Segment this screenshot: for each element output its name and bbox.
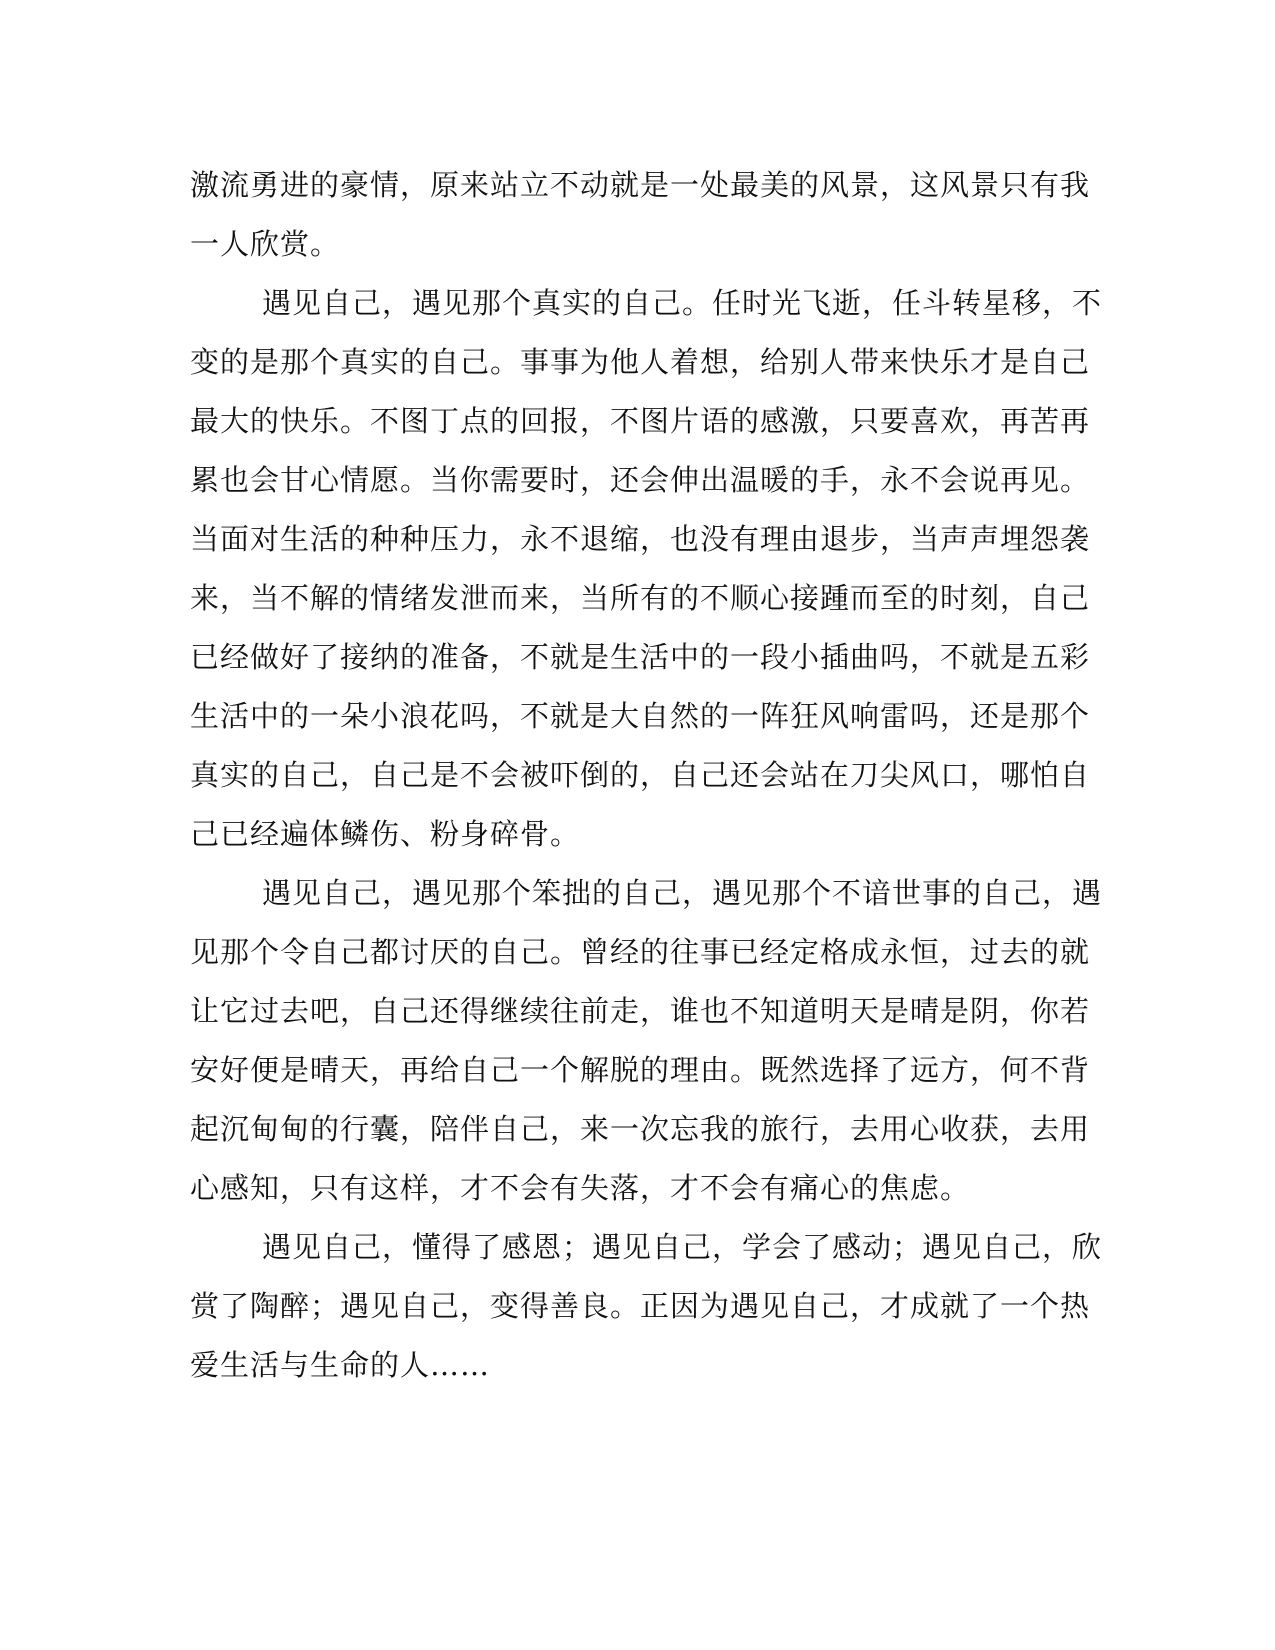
paragraph-start-line: 遇见自己，遇见那个笨拙的自己，遇见那个不谙世事的自己，遇 <box>262 876 1103 910</box>
text-line: 激流勇进的豪情，原来站立不动就是一处最美的风景，这风景只有我 <box>190 168 1091 202</box>
text-line: 安好便是晴天，再给自己一个解脱的理由。既然选择了远方，何不背 <box>190 1053 1091 1087</box>
text-line: 最大的快乐。不图丁点的回报，不图片语的感激，只要喜欢，再苦再 <box>190 404 1091 438</box>
text-line: 己已经遍体鳞伤、粉身碎骨。 <box>190 817 581 851</box>
text-line: 让它过去吧，自己还得继续往前走，谁也不知道明天是晴是阴，你若 <box>190 994 1091 1028</box>
text-line: 已经做好了接纳的准备，不就是生活中的一段小插曲吗，不就是五彩 <box>190 640 1091 674</box>
text-line: 累也会甘心情愿。当你需要时，还会伸出温暖的手，永不会说再见。 <box>190 463 1091 497</box>
text-line: 生活中的一朵小浪花吗，不就是大自然的一阵狂风响雷吗，还是那个 <box>190 699 1091 733</box>
text-line: 见那个令自己都讨厌的自己。曾经的往事已经定格成永恒，过去的就 <box>190 935 1091 969</box>
text-line: 真实的自己，自己是不会被吓倒的，自己还会站在刀尖风口，哪怕自 <box>190 758 1091 792</box>
text-line: 当面对生活的种种压力，永不退缩，也没有理由退步，当声声埋怨袭 <box>190 522 1091 556</box>
paragraph-start-line: 遇见自己，懂得了感恩；遇见自己，学会了感动；遇见自己，欣 <box>262 1230 1103 1264</box>
essay-body <box>190 156 1103 1395</box>
text-line: 爱生活与生命的人…… <box>190 1348 491 1382</box>
text-line: 一人欣赏。 <box>190 227 341 261</box>
text-line: 来，当不解的情绪发泄而来，当所有的不顺心接踵而至的时刻，自己 <box>190 581 1091 615</box>
text-line: 起沉甸甸的行囊，陪伴自己，来一次忘我的旅行，去用心收获，去用 <box>190 1112 1091 1146</box>
text-line: 心感知，只有这样，才不会有失落，才不会有痛心的焦虑。 <box>190 1171 971 1205</box>
paragraph-start-line: 遇见自己，遇见那个真实的自己。任时光飞逝，任斗转星移，不 <box>262 286 1103 320</box>
text-line: 变的是那个真实的自己。事事为他人着想，给别人带来快乐才是自己 <box>190 345 1091 379</box>
text-line: 赏了陶醉；遇见自己，变得善良。正因为遇见自己，才成就了一个热 <box>190 1289 1091 1323</box>
